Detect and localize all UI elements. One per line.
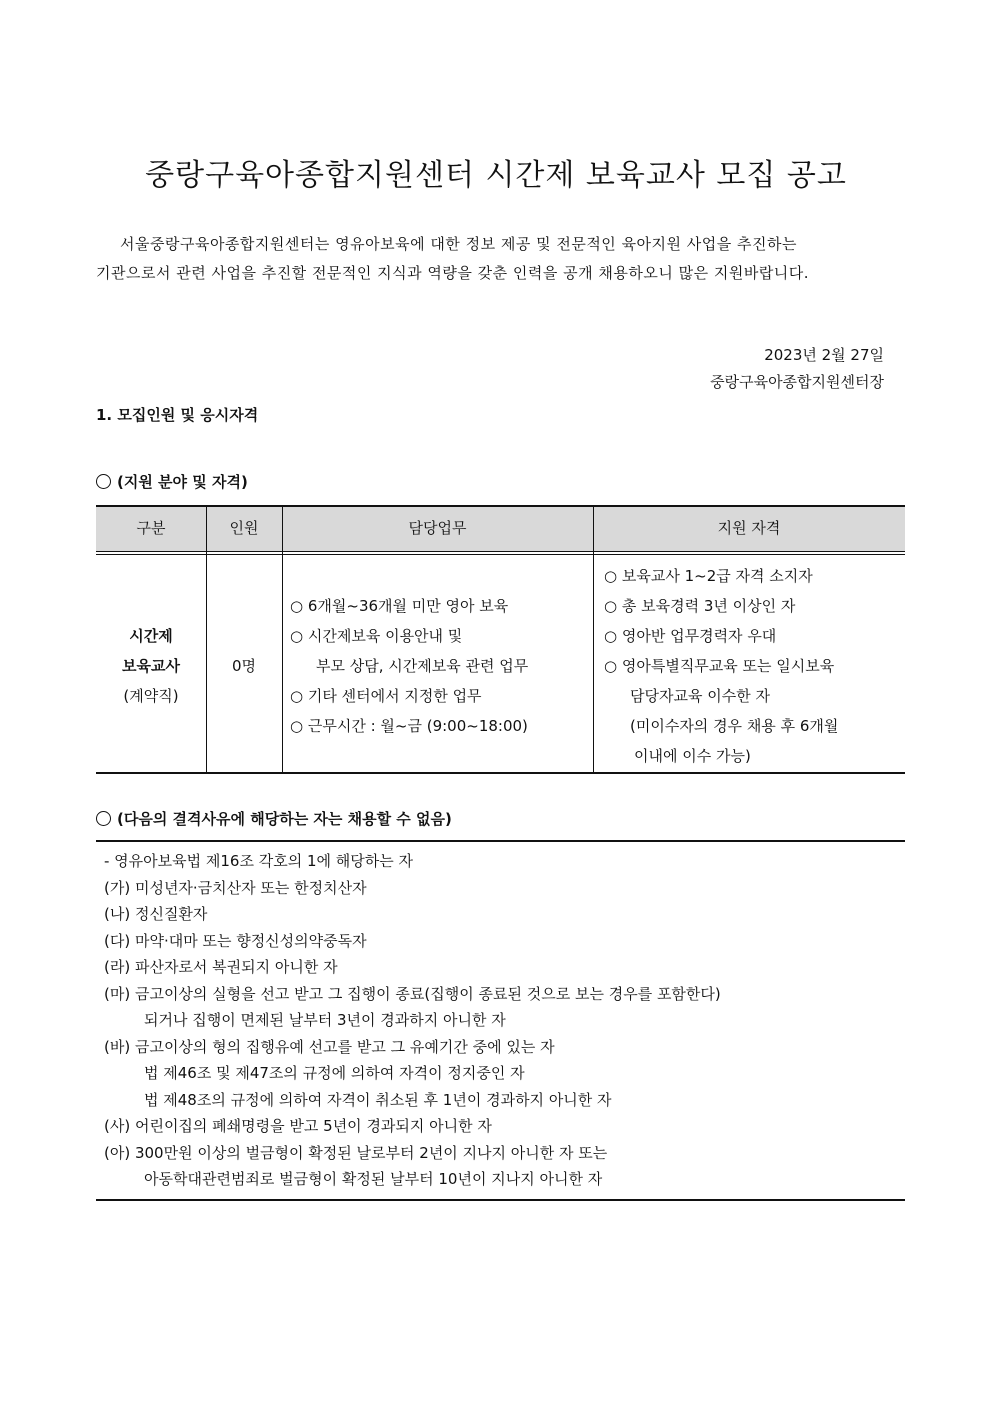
duty-item: ○ 기타 센터에서 지정한 업무	[290, 687, 482, 705]
duty-item: ○ 시간제보육 이용안내 및	[290, 627, 463, 645]
list-item: 법 제48조의 규정에 의하여 자격이 취소된 후 1년이 경과하지 아니한 자	[144, 1090, 612, 1109]
intro-paragraph	[96, 230, 916, 288]
qualification-item: 담당자교육 이수한 자	[630, 687, 770, 705]
header-duties: 담당업무	[408, 519, 467, 537]
subsection-heading-text: (다음의 결격사유에 해당하는 자는 채용할 수 없음)	[117, 810, 452, 828]
list-item: (아) 300만원 이상의 벌금형이 확정된 날로부터 2년이 지나지 아니한 자 또는	[104, 1143, 608, 1162]
issuer-name: 중랑구육아종합지원센터장	[710, 373, 884, 391]
category-line: 보육교사	[122, 657, 180, 675]
page-title: 중랑구육아종합지원센터 시간제 보육교사 모집 공고	[145, 158, 847, 193]
list-item: (가) 미성년자·금치산자 또는 한정치산자	[104, 878, 367, 897]
subsection-heading-fields	[96, 471, 248, 492]
disqualification-bottom-rule	[96, 1199, 905, 1201]
cell-qualifications	[604, 561, 900, 771]
qualification-item: (미이수자의 경우 채용 후 6개월	[630, 717, 839, 735]
intro-line-1: 서울중랑구육아종합지원센터는 영유아보육에 대한 정보 제공 및 전문적인 육아지원 사업을 추진하는	[120, 235, 797, 253]
header-rule-1	[96, 551, 905, 552]
header-headcount: 인원	[229, 519, 259, 537]
duty-item: 부모 상담, 시간제보육 관련 업무	[316, 657, 529, 675]
section-heading-recruitment: 1. 모집인원 및 응시자격	[96, 406, 259, 424]
circle-bullet-icon	[96, 811, 111, 826]
header-rule-2	[96, 554, 905, 555]
list-item: 아동학대관련범죄로 벌금형이 확정된 날부터 10년이 지나지 아니한 자	[144, 1170, 603, 1188]
header-qualifications: 지원 자격	[717, 519, 781, 537]
list-item: - 영유아보육법 제16조 각호의 1에 해당하는 자	[104, 852, 413, 870]
qualification-item: 이내에 이수 가능)	[634, 747, 751, 765]
circle-bullet-icon	[96, 474, 111, 489]
list-item: (마) 금고이상의 실형을 선고 받고 그 집행이 종료(집행이 종료된 것으로 보는 경우를 포함한다)	[104, 984, 721, 1003]
category-line: (계약직)	[123, 687, 179, 705]
list-item: (다) 마약·대마 또는 향정신성의약중독자	[104, 931, 367, 950]
duty-item: ○ 6개월~36개월 미만 영아 보육	[290, 597, 509, 615]
category-line: 시간제	[129, 627, 173, 645]
duty-item: ○ 근무시간 : 월~금 (9:00~18:00)	[290, 717, 528, 735]
cell-headcount: 0명	[231, 657, 257, 675]
subsection-heading-text: (지원 분야 및 자격)	[117, 473, 248, 491]
list-item: (나) 정신질환자	[104, 905, 208, 923]
qualification-item: ○ 총 보육경력 3년 이상인 자	[604, 597, 796, 615]
list-item: (라) 파산자로서 복권되지 아니한 자	[104, 958, 338, 976]
qualification-item: ○ 영아특별직무교육 또는 일시보육	[604, 657, 835, 675]
qualification-item: ○ 보육교사 1~2급 자격 소지자	[604, 567, 813, 585]
list-item: 법 제46조 및 제47조의 규정에 의하여 자격이 정지중인 자	[144, 1064, 525, 1082]
header-category: 구분	[136, 519, 166, 537]
disqualification-list	[104, 848, 904, 1193]
notice-date: 2023년 2월 27일	[764, 346, 884, 364]
table-top-rule	[96, 505, 905, 507]
column-divider	[206, 505, 207, 774]
qualification-item: ○ 영아반 업무경력자 우대	[604, 627, 777, 645]
column-divider	[593, 505, 594, 774]
disqualification-top-rule	[96, 840, 905, 842]
subsection-heading-disqualification	[96, 808, 452, 829]
list-item: 되거나 집행이 면제된 날부터 3년이 경과하지 아니한 자	[144, 1011, 506, 1029]
cell-duties	[290, 591, 590, 741]
cell-category	[96, 621, 206, 711]
intro-line-2: 기관으로서 관련 사업을 추진할 전문적인 지식과 역량을 갖춘 인력을 공개 채용하오니 많은 지원바랍니다.	[96, 264, 810, 282]
column-divider	[282, 505, 283, 774]
table-bottom-rule	[96, 772, 905, 774]
list-item: (사) 어린이집의 폐쇄명령을 받고 5년이 경과되지 아니한 자	[104, 1117, 492, 1135]
recruitment-table	[96, 505, 905, 774]
list-item: (바) 금고이상의 형의 집행유예 선고를 받고 그 유예기간 중에 있는 자	[104, 1037, 555, 1056]
